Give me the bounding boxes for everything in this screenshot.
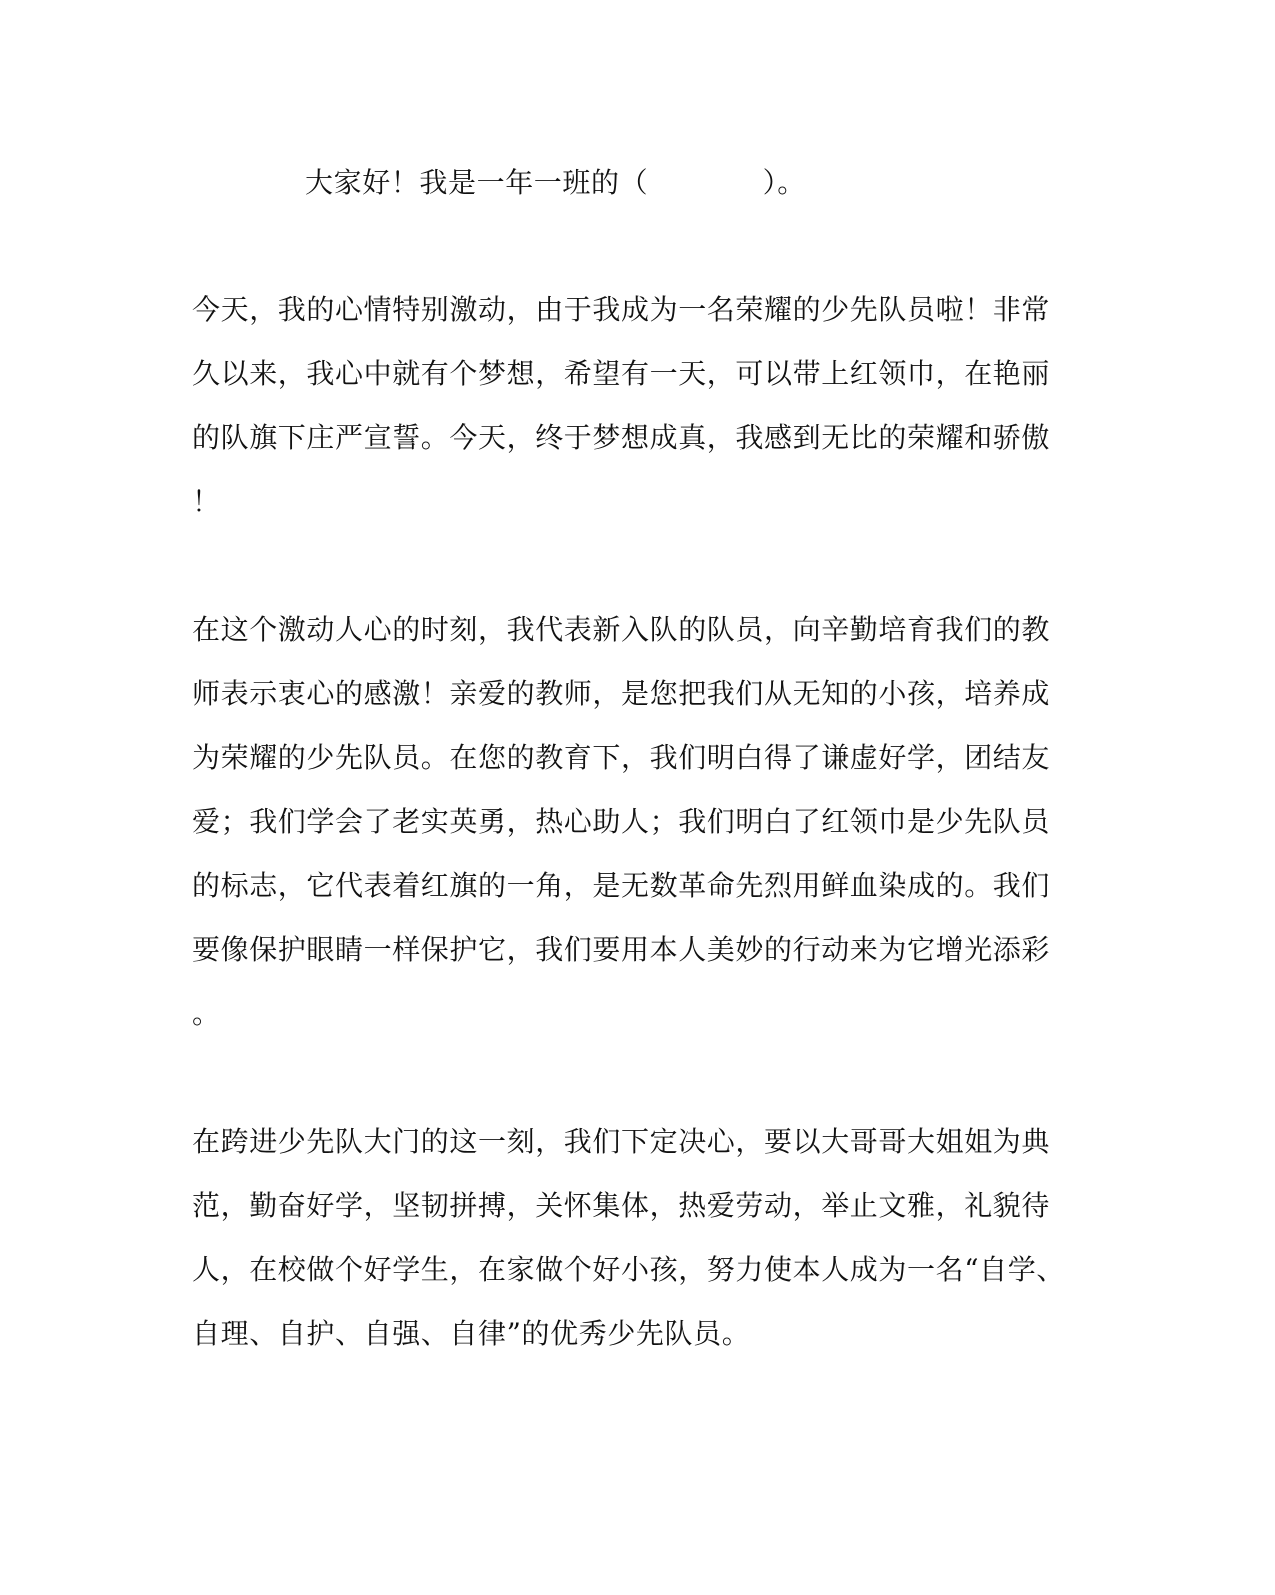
paragraph-line: 自理、自护、自强、自律”的优秀少先队员。 xyxy=(192,1317,751,1350)
paragraph-line: 久以来，我心中就有个梦想，希望有一天，可以带上红领巾，在艳丽 xyxy=(192,357,1051,390)
paragraph-line: 。 xyxy=(192,997,221,1030)
paragraph-line: 的队旗下庄严宣誓。今天，终于梦想成真，我感到无比的荣耀和骄傲 xyxy=(192,421,1051,454)
paragraph-line: 要像保护眼睛一样保护它，我们要用本人美妙的行动来为它增光添彩 xyxy=(192,933,1051,966)
paragraph-line: 的标志，它代表着红旗的一角，是无数革命先烈用鲜血染成的。我们 xyxy=(192,869,1051,902)
paragraph-line: 为荣耀的少先队员。在您的教育下，我们明白得了谦虚好学，团结友 xyxy=(192,741,1051,774)
greeting-line: 大家好！我是一年一班的（ ）。 xyxy=(305,166,806,199)
paragraph-line: 在这个激动人心的时刻，我代表新入队的队员，向辛勤培育我们的教 xyxy=(192,613,1051,646)
paragraph-line: 范，勤奋好学，坚韧拼搏，关怀集体，热爱劳动，举止文雅，礼貌待 xyxy=(192,1189,1051,1222)
paragraph-line: ！ xyxy=(192,485,221,518)
paragraph-line: 在跨进少先队大门的这一刻，我们下定决心，要以大哥哥大姐姐为典 xyxy=(192,1125,1051,1158)
paragraph-line: 人，在校做个好学生，在家做个好小孩，努力使本人成为一名“自学、 xyxy=(192,1253,1065,1286)
paragraph-line: 今天，我的心情特别激动，由于我成为一名荣耀的少先队员啦！非常 xyxy=(192,293,1051,326)
paragraph-line: 爱；我们学会了老实英勇，热心助人；我们明白了红领巾是少先队员 xyxy=(192,805,1051,838)
paragraph-line: 师表示衷心的感激！亲爱的教师，是您把我们从无知的小孩，培养成 xyxy=(192,677,1051,710)
